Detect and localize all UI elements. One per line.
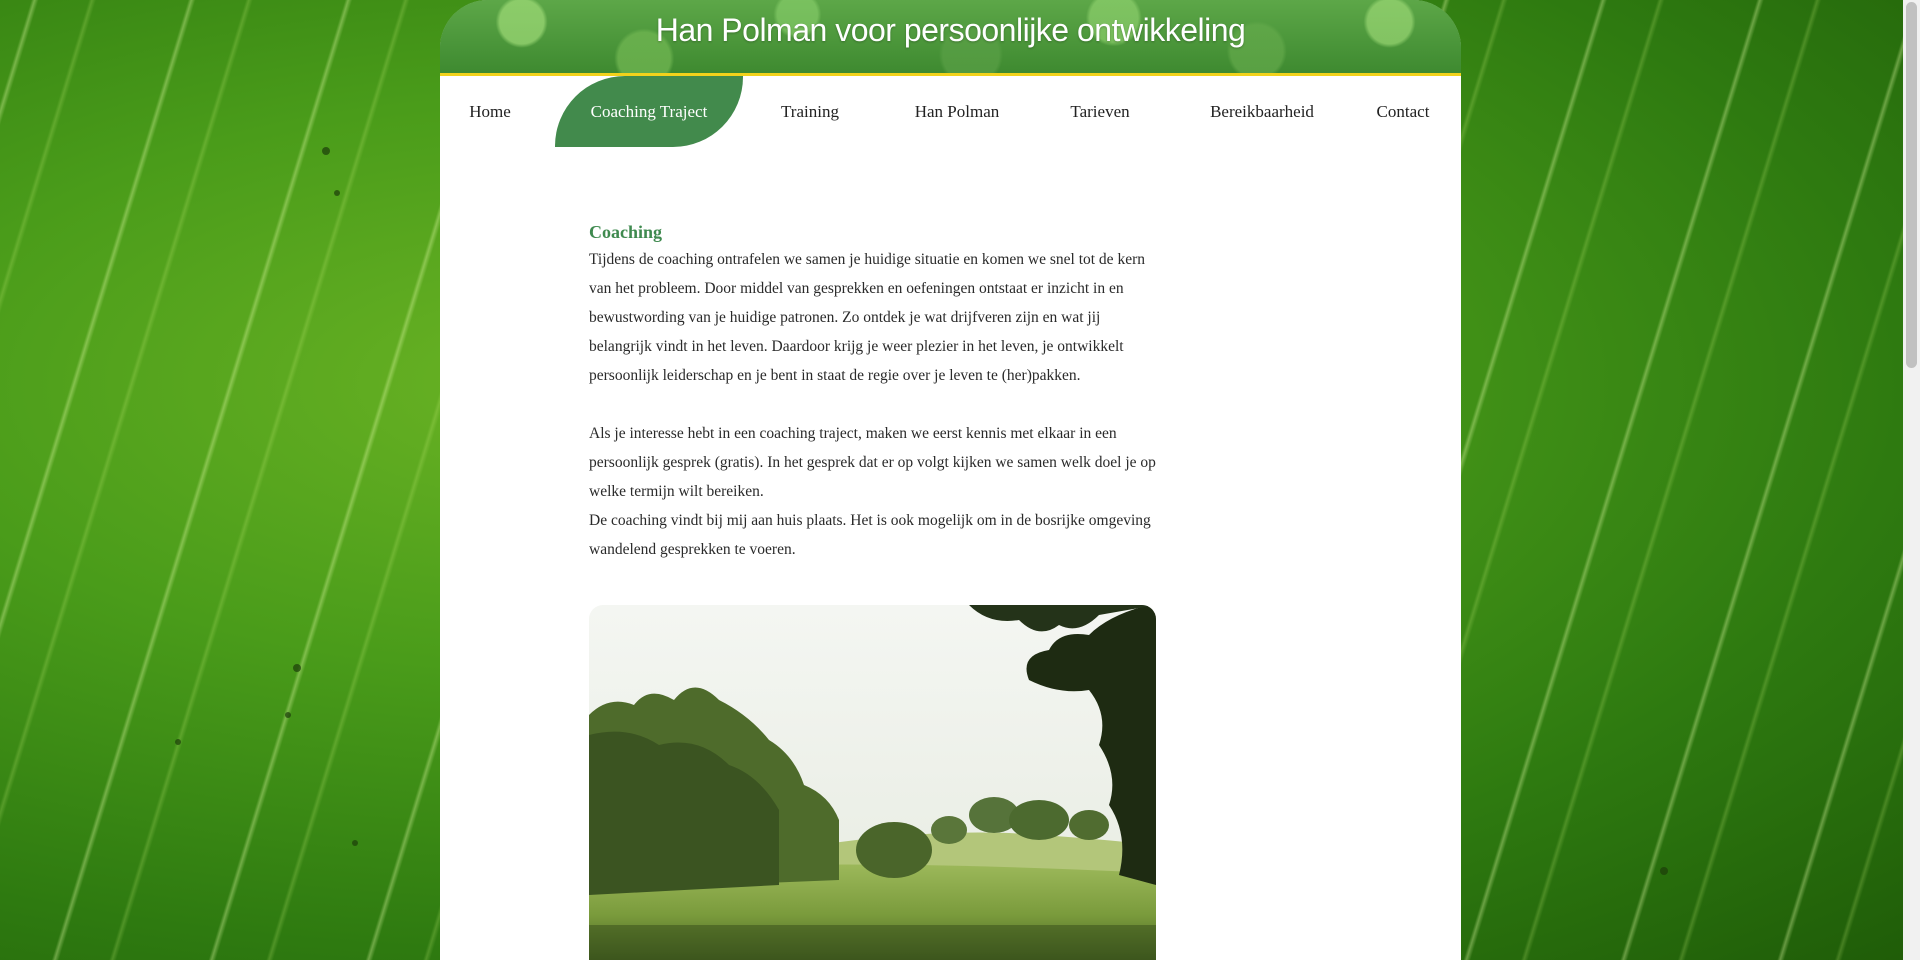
page-container	[440, 0, 1461, 960]
nav-item-bereikbaarheid[interactable]: Bereikbaarheid	[1210, 102, 1314, 121]
nav-item-home[interactable]: Home	[469, 102, 511, 121]
site-title[interactable]: Han Polman voor persoonlijke ontwikkeling	[655, 12, 1246, 48]
site-header	[440, 0, 1461, 76]
paragraph-spacer	[589, 390, 1161, 419]
paragraph-interest: Als je interesse hebt in een coaching traject, maken we eerst kennis met elkaar in een persoonlijk gesprek (gratis). In het gesprek dat er op volgt kijken we samen welk doel je op welke termijn wilt bereiken.	[589, 425, 1156, 500]
content-heading: Coaching	[589, 222, 663, 242]
scrollbar-thumb[interactable]	[1906, 2, 1917, 368]
main-content	[589, 222, 1161, 564]
page-scrollbar[interactable]	[1903, 0, 1920, 960]
nav-item-coaching-traject[interactable]: Coaching Traject	[555, 76, 743, 147]
nav-item-training[interactable]: Training	[781, 102, 839, 121]
landscape-photo-image	[589, 605, 1156, 960]
nav-item-contact[interactable]: Contact	[1376, 102, 1430, 121]
paragraph-location: De coaching vindt bij mij aan huis plaats. Het is ook mogelijk om in de bosrijke omgeving wandelend gesprekken te voeren.	[589, 512, 1151, 558]
main-nav	[440, 76, 1461, 147]
landscape-photo	[589, 605, 1156, 960]
nav-item-tarieven[interactable]: Tarieven	[1070, 102, 1130, 121]
nav-item-han-polman[interactable]: Han Polman	[914, 102, 1000, 121]
paragraph-intro: Tijdens de coaching ontrafelen we samen je huidige situatie en komen we snel tot de kern van het probleem. Door middel van gesprekken en oefeningen ontstaat er inzicht in en bewustwording van je huidige patronen. Zo ontdek je wat drijfveren zijn en wat jij belangrijk vindt in het leven. Daardoor krijg je weer plezier in het leven, je ontwikkelt persoonlijk leiderschap en je bent in staat de regie over je leven te (her)pakken.	[589, 251, 1145, 384]
